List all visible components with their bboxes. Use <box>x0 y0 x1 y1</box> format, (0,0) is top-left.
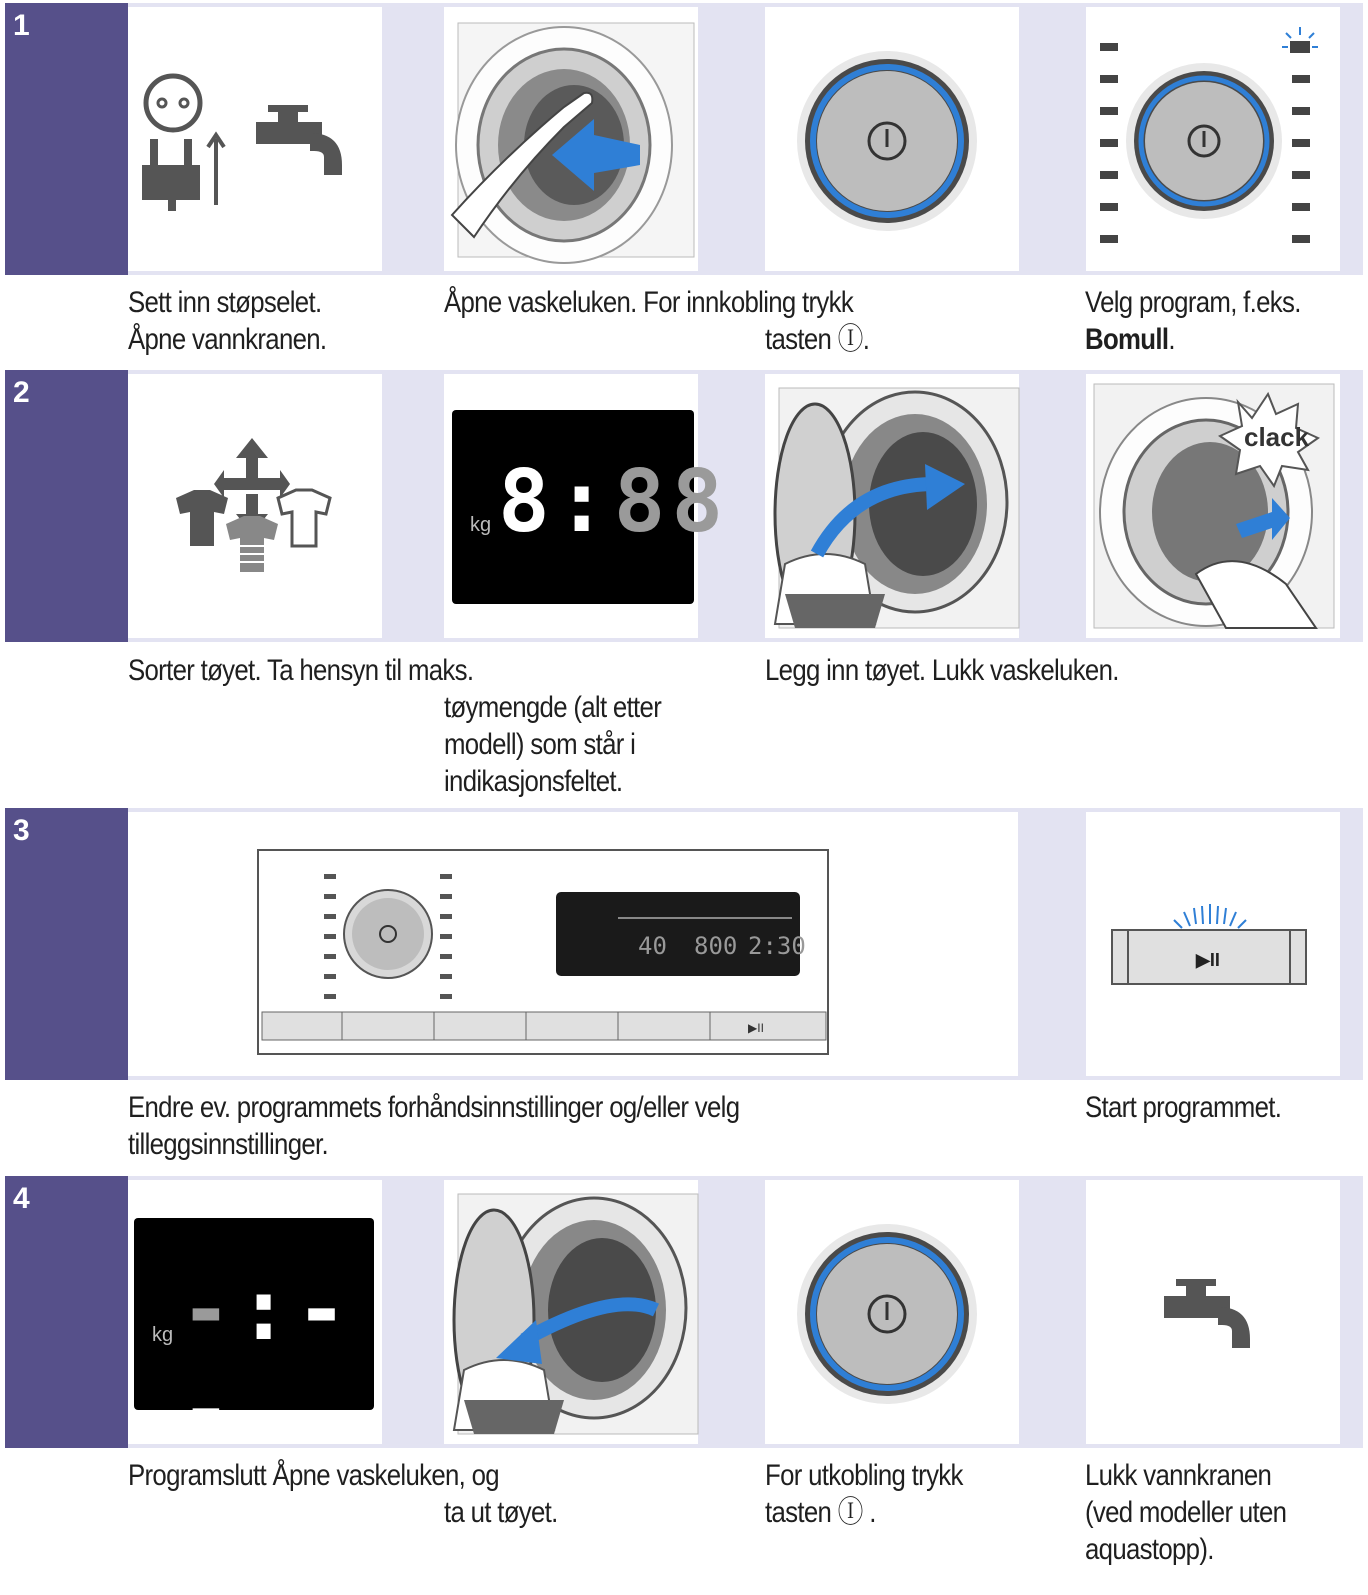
display-dashes: -:-- <box>180 1260 354 1460</box>
step-1-band <box>5 3 1363 275</box>
step-number: 3 <box>13 814 30 847</box>
load-laundry-illustration <box>765 374 1019 638</box>
step-2-band <box>5 370 1363 642</box>
step-number: 1 <box>13 9 30 42</box>
step-2-tab <box>5 370 128 642</box>
unit-label: kg <box>152 1324 174 1346</box>
close-door-illustration <box>1086 374 1340 638</box>
plug-and-tap-icon <box>128 7 382 271</box>
caption-2a-cont: tøymengde (alt etter modell) som står i indikasjonsfeltet. <box>444 691 662 798</box>
power-knob-illustration <box>765 7 1019 271</box>
step-1-tab <box>5 3 128 275</box>
caption-1c: Velg program, f.eks. Bomull. <box>1085 286 1301 356</box>
caption-4a: Programslutt Åpne vaskeluken, og <box>128 1459 499 1492</box>
svg-text:▶II: ▶II <box>748 1021 764 1035</box>
water-tap-icon <box>1086 1180 1340 1444</box>
caption-2c: Legg inn tøyet. Lukk vaskeluken. <box>765 654 1119 687</box>
caption-4c: For utkobling trykk tasten Ⓘ . <box>765 1459 963 1529</box>
panel-open-door <box>444 7 698 271</box>
power-symbol-icon: Ⓘ . <box>837 1496 876 1529</box>
panel-power-knob <box>765 7 1019 271</box>
load-display <box>452 410 730 604</box>
caption-1a: Sett inn støpselet. Åpne vannkranen. <box>128 286 327 356</box>
panel-spin: 800 <box>694 932 738 960</box>
caption-4a-cont: ta ut tøyet. <box>444 1496 558 1529</box>
panel-load-laundry <box>765 374 1019 638</box>
display-digits: 8:88 <box>498 452 730 552</box>
caption-1b-key: tasten Ⓘ. <box>765 323 870 356</box>
step-number: 4 <box>13 1182 30 1215</box>
clack-label: clack <box>1244 422 1310 452</box>
caption-3d: Start programmet. <box>1085 1091 1282 1124</box>
panel-start <box>1086 812 1340 1076</box>
open-door-illustration <box>444 7 698 271</box>
end-display <box>134 1218 374 1460</box>
panel-unload <box>444 1180 698 1444</box>
caption-2a: Sorter tøyet. Ta hensyn til maks. <box>128 654 474 687</box>
caption-1b: Åpne vaskeluken. For innkobling trykk <box>444 286 854 319</box>
panel-close-door <box>1086 374 1340 638</box>
panel-temp: 40 <box>638 932 667 960</box>
step-4-tab <box>5 1176 128 1448</box>
step-number: 2 <box>13 376 30 409</box>
panel-sort-laundry <box>128 374 382 638</box>
panel-program-select <box>1086 7 1340 271</box>
power-knob-illustration <box>765 1180 1019 1444</box>
control-panel-illustration <box>128 812 1018 1076</box>
panel-control-panel <box>128 812 1018 1076</box>
panel-plug-tap <box>128 7 382 271</box>
step-3-tab <box>5 808 128 1080</box>
program-selector-illustration <box>1086 7 1340 271</box>
panel-power-off <box>765 1180 1019 1444</box>
unit-label: kg <box>470 514 492 536</box>
start-pause-label: ▶II <box>1196 950 1220 970</box>
power-symbol-icon: Ⓘ. <box>837 323 870 356</box>
panel-end-display <box>128 1180 382 1460</box>
step-4-band <box>5 1176 1363 1460</box>
panel-time: 2:30 <box>748 932 806 960</box>
start-button-illustration <box>1086 812 1340 1076</box>
caption-4d: Lukk vannkranen (ved modeller uten aquastopp). <box>1085 1459 1287 1566</box>
sort-laundry-icon <box>128 374 382 638</box>
panel-close-tap <box>1086 1180 1340 1444</box>
caption-3a: Endre ev. programmets forhåndsinnstillinger og/eller velg tilleggsinnstillinger. <box>128 1091 740 1161</box>
unload-laundry-illustration <box>444 1180 698 1444</box>
panel-load-display <box>444 374 730 638</box>
step-3-band <box>5 808 1363 1080</box>
